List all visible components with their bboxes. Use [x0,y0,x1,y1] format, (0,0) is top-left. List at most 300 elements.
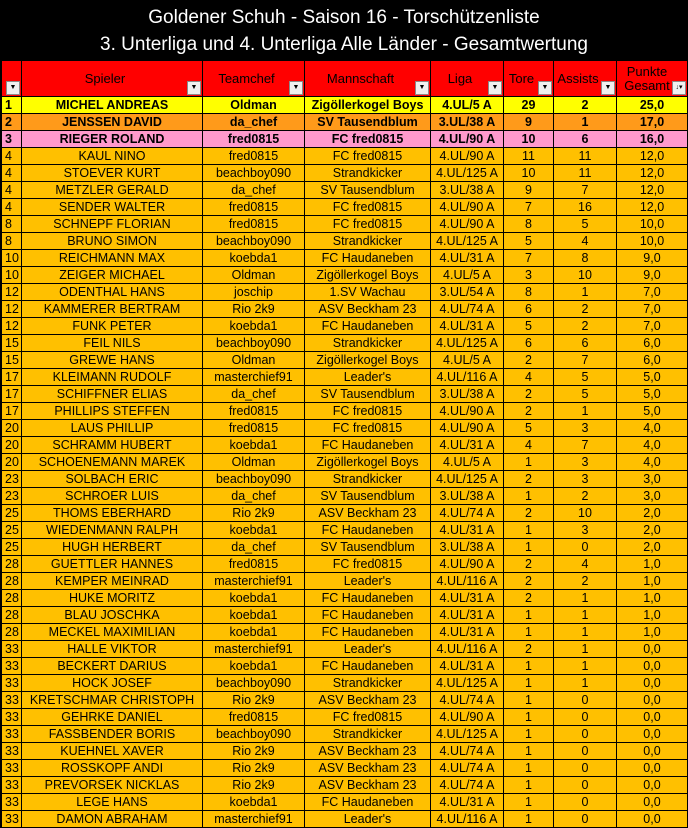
cell-punkte[interactable]: 17,0 [617,114,688,131]
cell-mannschaft[interactable]: Zigöllerkogel Boys [305,454,431,471]
cell-liga[interactable]: 4.UL/31 A [431,624,504,641]
cell-assists[interactable]: 1 [554,641,617,658]
cell-punkte[interactable]: 0,0 [617,760,688,777]
cell-teamchef[interactable]: beachboy090 [203,165,305,182]
cell-rank[interactable]: 28 [2,607,22,624]
cell-assists[interactable]: 0 [554,777,617,794]
cell-liga[interactable]: 4.UL/74 A [431,777,504,794]
cell-rank[interactable]: 4 [2,148,22,165]
cell-spieler[interactable]: ODENTHAL HANS [22,284,203,301]
cell-teamchef[interactable]: fred0815 [203,403,305,420]
cell-liga[interactable]: 4.UL/125 A [431,726,504,743]
cell-spieler[interactable]: PHILLIPS STEFFEN [22,403,203,420]
cell-punkte[interactable]: 10,0 [617,233,688,250]
cell-mannschaft[interactable]: FC fred0815 [305,403,431,420]
cell-mannschaft[interactable]: Strandkicker [305,726,431,743]
cell-mannschaft[interactable]: ASV Beckham 23 [305,505,431,522]
cell-liga[interactable]: 4.UL/125 A [431,471,504,488]
cell-spieler[interactable]: LEGE HANS [22,794,203,811]
cell-punkte[interactable]: 5,0 [617,369,688,386]
cell-assists[interactable]: 7 [554,437,617,454]
cell-punkte[interactable]: 2,0 [617,505,688,522]
cell-tore[interactable]: 6 [504,335,554,352]
cell-tore[interactable]: 7 [504,250,554,267]
cell-assists[interactable]: 0 [554,743,617,760]
cell-assists[interactable]: 1 [554,624,617,641]
cell-spieler[interactable]: DAMON ABRAHAM [22,811,203,828]
cell-assists[interactable]: 7 [554,182,617,199]
cell-mannschaft[interactable]: ASV Beckham 23 [305,301,431,318]
cell-assists[interactable]: 11 [554,148,617,165]
cell-assists[interactable]: 8 [554,250,617,267]
cell-punkte[interactable]: 0,0 [617,709,688,726]
cell-mannschaft[interactable]: Leader's [305,573,431,590]
cell-liga[interactable]: 4.UL/125 A [431,233,504,250]
cell-liga[interactable]: 4.UL/90 A [431,420,504,437]
cell-punkte[interactable]: 1,0 [617,556,688,573]
column-header-spieler[interactable]: Spieler ▼ [22,61,203,97]
cell-tore[interactable]: 1 [504,692,554,709]
cell-assists[interactable]: 2 [554,488,617,505]
cell-teamchef[interactable]: koebda1 [203,624,305,641]
cell-teamchef[interactable]: fred0815 [203,556,305,573]
cell-assists[interactable]: 3 [554,454,617,471]
cell-rank[interactable]: 12 [2,301,22,318]
cell-spieler[interactable]: BECKERT DARIUS [22,658,203,675]
cell-rank[interactable]: 33 [2,811,22,828]
cell-spieler[interactable]: SOLBACH ERIC [22,471,203,488]
cell-tore[interactable]: 6 [504,301,554,318]
cell-assists[interactable]: 7 [554,352,617,369]
cell-rank[interactable]: 33 [2,709,22,726]
cell-assists[interactable]: 6 [554,131,617,148]
cell-rank[interactable]: 33 [2,641,22,658]
cell-teamchef[interactable]: masterchief91 [203,573,305,590]
cell-spieler[interactable]: BRUNO SIMON [22,233,203,250]
cell-liga[interactable]: 4.UL/90 A [431,556,504,573]
cell-tore[interactable]: 1 [504,607,554,624]
cell-mannschaft[interactable]: Zigöllerkogel Boys [305,352,431,369]
cell-tore[interactable]: 1 [504,811,554,828]
filter-dropdown-icon[interactable]: ▼ [6,81,20,95]
cell-mannschaft[interactable]: FC Haudaneben [305,624,431,641]
cell-tore[interactable]: 8 [504,216,554,233]
cell-rank[interactable]: 12 [2,284,22,301]
cell-tore[interactable]: 2 [504,403,554,420]
cell-punkte[interactable]: 0,0 [617,692,688,709]
cell-mannschaft[interactable]: SV Tausendblum [305,386,431,403]
cell-liga[interactable]: 4.UL/116 A [431,573,504,590]
cell-liga[interactable]: 4.UL/31 A [431,318,504,335]
cell-teamchef[interactable]: fred0815 [203,131,305,148]
cell-liga[interactable]: 3.UL/38 A [431,539,504,556]
cell-assists[interactable]: 2 [554,301,617,318]
cell-tore[interactable]: 8 [504,284,554,301]
cell-mannschaft[interactable]: Strandkicker [305,471,431,488]
cell-punkte[interactable]: 7,0 [617,318,688,335]
cell-mannschaft[interactable]: FC Haudaneben [305,318,431,335]
cell-spieler[interactable]: BLAU JOSCHKA [22,607,203,624]
cell-mannschaft[interactable]: FC Haudaneben [305,590,431,607]
cell-punkte[interactable]: 7,0 [617,301,688,318]
cell-spieler[interactable]: HUKE MORITZ [22,590,203,607]
cell-assists[interactable]: 2 [554,318,617,335]
cell-assists[interactable]: 2 [554,97,617,114]
cell-punkte[interactable]: 12,0 [617,199,688,216]
cell-teamchef[interactable]: beachboy090 [203,675,305,692]
cell-mannschaft[interactable]: Zigöllerkogel Boys [305,97,431,114]
cell-tore[interactable]: 1 [504,777,554,794]
cell-teamchef[interactable]: beachboy090 [203,726,305,743]
cell-mannschaft[interactable]: FC fred0815 [305,216,431,233]
cell-punkte[interactable]: 4,0 [617,437,688,454]
cell-rank[interactable]: 17 [2,386,22,403]
cell-mannschaft[interactable]: Strandkicker [305,675,431,692]
cell-tore[interactable]: 2 [504,386,554,403]
cell-punkte[interactable]: 10,0 [617,216,688,233]
cell-mannschaft[interactable]: FC Haudaneben [305,794,431,811]
cell-rank[interactable]: 17 [2,369,22,386]
cell-liga[interactable]: 4.UL/31 A [431,607,504,624]
cell-punkte[interactable]: 12,0 [617,182,688,199]
cell-liga[interactable]: 4.UL/74 A [431,692,504,709]
cell-rank[interactable]: 28 [2,556,22,573]
cell-tore[interactable]: 11 [504,148,554,165]
cell-liga[interactable]: 4.UL/31 A [431,658,504,675]
cell-mannschaft[interactable]: ASV Beckham 23 [305,777,431,794]
cell-spieler[interactable]: PREVORSEK NICKLAS [22,777,203,794]
cell-spieler[interactable]: HALLE VIKTOR [22,641,203,658]
cell-assists[interactable]: 0 [554,539,617,556]
cell-punkte[interactable]: 0,0 [617,794,688,811]
filter-dropdown-icon[interactable]: ▼ [289,81,303,95]
cell-punkte[interactable]: 6,0 [617,352,688,369]
cell-spieler[interactable]: HUGH HERBERT [22,539,203,556]
cell-tore[interactable]: 1 [504,658,554,675]
cell-mannschaft[interactable]: SV Tausendblum [305,488,431,505]
cell-spieler[interactable]: GUETTLER HANNES [22,556,203,573]
cell-teamchef[interactable]: koebda1 [203,794,305,811]
cell-punkte[interactable]: 3,0 [617,471,688,488]
cell-mannschaft[interactable]: Leader's [305,369,431,386]
cell-teamchef[interactable]: masterchief91 [203,369,305,386]
cell-spieler[interactable]: KRETSCHMAR CHRISTOPH [22,692,203,709]
cell-tore[interactable]: 10 [504,165,554,182]
column-header-liga[interactable]: Liga ▼ [431,61,504,97]
cell-rank[interactable]: 33 [2,675,22,692]
cell-teamchef[interactable]: Oldman [203,97,305,114]
cell-liga[interactable]: 4.UL/31 A [431,590,504,607]
cell-teamchef[interactable]: koebda1 [203,318,305,335]
cell-tore[interactable]: 29 [504,97,554,114]
cell-assists[interactable]: 4 [554,233,617,250]
cell-punkte[interactable]: 1,0 [617,607,688,624]
cell-tore[interactable]: 4 [504,437,554,454]
cell-spieler[interactable]: SCHOENEMANN MAREK [22,454,203,471]
cell-spieler[interactable]: KAUL NINO [22,148,203,165]
cell-spieler[interactable]: STOEVER KURT [22,165,203,182]
cell-rank[interactable]: 8 [2,216,22,233]
filter-dropdown-icon[interactable]: ▼ [187,81,201,95]
cell-rank[interactable]: 28 [2,624,22,641]
cell-punkte[interactable]: 1,0 [617,624,688,641]
cell-tore[interactable]: 4 [504,369,554,386]
filter-dropdown-icon[interactable]: ▼ [488,81,502,95]
cell-liga[interactable]: 4.UL/74 A [431,743,504,760]
cell-rank[interactable]: 25 [2,522,22,539]
cell-punkte[interactable]: 0,0 [617,726,688,743]
cell-assists[interactable]: 11 [554,165,617,182]
cell-assists[interactable]: 2 [554,573,617,590]
cell-liga[interactable]: 4.UL/31 A [431,437,504,454]
cell-assists[interactable]: 6 [554,335,617,352]
cell-tore[interactable]: 2 [504,471,554,488]
cell-teamchef[interactable]: Oldman [203,454,305,471]
cell-assists[interactable]: 5 [554,216,617,233]
cell-liga[interactable]: 4.UL/90 A [431,216,504,233]
cell-spieler[interactable]: METZLER GERALD [22,182,203,199]
cell-tore[interactable]: 2 [504,505,554,522]
cell-rank[interactable]: 4 [2,199,22,216]
cell-punkte[interactable]: 5,0 [617,403,688,420]
cell-spieler[interactable]: KEMPER MEINRAD [22,573,203,590]
cell-assists[interactable]: 5 [554,369,617,386]
cell-punkte[interactable]: 9,0 [617,267,688,284]
cell-tore[interactable]: 10 [504,131,554,148]
cell-rank[interactable]: 10 [2,267,22,284]
cell-tore[interactable]: 1 [504,539,554,556]
cell-rank[interactable]: 17 [2,403,22,420]
filter-dropdown-icon[interactable]: ▼ [415,81,429,95]
cell-rank[interactable]: 20 [2,420,22,437]
cell-rank[interactable]: 15 [2,352,22,369]
cell-assists[interactable]: 1 [554,590,617,607]
cell-spieler[interactable]: KAMMERER BERTRAM [22,301,203,318]
cell-rank[interactable]: 25 [2,505,22,522]
cell-mannschaft[interactable]: SV Tausendblum [305,114,431,131]
cell-liga[interactable]: 4.UL/125 A [431,335,504,352]
cell-tore[interactable]: 2 [504,573,554,590]
cell-mannschaft[interactable]: Leader's [305,641,431,658]
cell-assists[interactable]: 3 [554,420,617,437]
cell-mannschaft[interactable]: FC fred0815 [305,199,431,216]
cell-liga[interactable]: 3.UL/38 A [431,488,504,505]
cell-mannschaft[interactable]: FC Haudaneben [305,607,431,624]
cell-mannschaft[interactable]: FC fred0815 [305,709,431,726]
cell-liga[interactable]: 3.UL/38 A [431,114,504,131]
cell-liga[interactable]: 3.UL/54 A [431,284,504,301]
cell-liga[interactable]: 4.UL/5 A [431,97,504,114]
cell-tore[interactable]: 1 [504,522,554,539]
cell-mannschaft[interactable]: FC fred0815 [305,131,431,148]
cell-assists[interactable]: 3 [554,471,617,488]
cell-spieler[interactable]: THOMS EBERHARD [22,505,203,522]
cell-teamchef[interactable]: joschip [203,284,305,301]
cell-rank[interactable]: 33 [2,794,22,811]
cell-spieler[interactable]: GREWE HANS [22,352,203,369]
cell-tore[interactable]: 1 [504,488,554,505]
cell-teamchef[interactable]: masterchief91 [203,641,305,658]
cell-punkte[interactable]: 4,0 [617,420,688,437]
cell-assists[interactable]: 0 [554,709,617,726]
cell-teamchef[interactable]: fred0815 [203,216,305,233]
cell-liga[interactable]: 4.UL/125 A [431,165,504,182]
cell-teamchef[interactable]: beachboy090 [203,471,305,488]
cell-liga[interactable]: 4.UL/116 A [431,641,504,658]
cell-tore[interactable]: 2 [504,641,554,658]
cell-tore[interactable]: 2 [504,556,554,573]
cell-spieler[interactable]: SCHRAMM HUBERT [22,437,203,454]
cell-mannschaft[interactable]: Zigöllerkogel Boys [305,267,431,284]
cell-punkte[interactable]: 0,0 [617,641,688,658]
cell-spieler[interactable]: SCHNEPF FLORIAN [22,216,203,233]
column-header-rank[interactable] [2,61,22,97]
cell-mannschaft[interactable]: Strandkicker [305,335,431,352]
cell-teamchef[interactable]: koebda1 [203,590,305,607]
cell-punkte[interactable]: 9,0 [617,250,688,267]
cell-assists[interactable]: 1 [554,658,617,675]
cell-spieler[interactable]: JENSSEN DAVID [22,114,203,131]
cell-punkte[interactable]: 2,0 [617,539,688,556]
cell-liga[interactable]: 3.UL/38 A [431,182,504,199]
cell-assists[interactable]: 5 [554,386,617,403]
cell-assists[interactable]: 10 [554,505,617,522]
cell-rank[interactable]: 23 [2,488,22,505]
cell-punkte[interactable]: 6,0 [617,335,688,352]
cell-punkte[interactable]: 0,0 [617,743,688,760]
cell-spieler[interactable]: LAUS PHILLIP [22,420,203,437]
cell-punkte[interactable]: 1,0 [617,590,688,607]
cell-liga[interactable]: 3.UL/38 A [431,386,504,403]
cell-liga[interactable]: 4.UL/116 A [431,811,504,828]
cell-assists[interactable]: 1 [554,607,617,624]
cell-spieler[interactable]: ROSSKOPF ANDI [22,760,203,777]
cell-teamchef[interactable]: koebda1 [203,658,305,675]
cell-teamchef[interactable]: koebda1 [203,250,305,267]
cell-mannschaft[interactable]: Strandkicker [305,233,431,250]
cell-rank[interactable]: 20 [2,454,22,471]
cell-spieler[interactable]: SCHIFFNER ELIAS [22,386,203,403]
cell-assists[interactable]: 4 [554,556,617,573]
cell-punkte[interactable]: 0,0 [617,658,688,675]
cell-assists[interactable]: 16 [554,199,617,216]
cell-spieler[interactable]: MICHEL ANDREAS [22,97,203,114]
cell-assists[interactable]: 0 [554,811,617,828]
column-header-tore[interactable]: Tore ▼ [504,61,554,97]
cell-mannschaft[interactable]: FC fred0815 [305,556,431,573]
cell-mannschaft[interactable]: ASV Beckham 23 [305,743,431,760]
cell-teamchef[interactable]: Rio 2k9 [203,760,305,777]
cell-teamchef[interactable]: fred0815 [203,148,305,165]
cell-assists[interactable]: 1 [554,675,617,692]
cell-rank[interactable]: 28 [2,573,22,590]
cell-liga[interactable]: 4.UL/74 A [431,760,504,777]
cell-assists[interactable]: 10 [554,267,617,284]
cell-spieler[interactable]: REICHMANN MAX [22,250,203,267]
cell-punkte[interactable]: 1,0 [617,573,688,590]
cell-tore[interactable]: 9 [504,182,554,199]
column-header-teamchef[interactable]: Teamchef ▼ [203,61,305,97]
cell-mannschaft[interactable]: SV Tausendblum [305,539,431,556]
filter-dropdown-icon[interactable]: ▼ [538,81,552,95]
cell-tore[interactable]: 2 [504,352,554,369]
cell-rank[interactable]: 20 [2,437,22,454]
cell-spieler[interactable]: FASSBENDER BORIS [22,726,203,743]
cell-tore[interactable]: 5 [504,318,554,335]
cell-rank[interactable]: 12 [2,318,22,335]
cell-liga[interactable]: 4.UL/31 A [431,250,504,267]
cell-punkte[interactable]: 4,0 [617,454,688,471]
cell-tore[interactable]: 5 [504,233,554,250]
cell-assists[interactable]: 1 [554,403,617,420]
cell-assists[interactable]: 1 [554,114,617,131]
cell-teamchef[interactable]: fred0815 [203,199,305,216]
cell-mannschaft[interactable]: ASV Beckham 23 [305,692,431,709]
cell-punkte[interactable]: 0,0 [617,675,688,692]
cell-teamchef[interactable]: Oldman [203,267,305,284]
cell-liga[interactable]: 4.UL/5 A [431,267,504,284]
cell-mannschaft[interactable]: Strandkicker [305,165,431,182]
cell-liga[interactable]: 4.UL/5 A [431,454,504,471]
cell-spieler[interactable]: KUEHNEL XAVER [22,743,203,760]
cell-spieler[interactable]: RIEGER ROLAND [22,131,203,148]
cell-rank[interactable]: 33 [2,658,22,675]
cell-mannschaft[interactable]: FC Haudaneben [305,437,431,454]
cell-mannschaft[interactable]: FC Haudaneben [305,250,431,267]
cell-tore[interactable]: 1 [504,624,554,641]
cell-spieler[interactable]: KLEIMANN RUDOLF [22,369,203,386]
cell-teamchef[interactable]: fred0815 [203,709,305,726]
cell-liga[interactable]: 4.UL/116 A [431,369,504,386]
column-header-assists[interactable]: Assists ▼ [554,61,617,97]
cell-assists[interactable]: 0 [554,692,617,709]
cell-rank[interactable]: 25 [2,539,22,556]
cell-mannschaft[interactable]: SV Tausendblum [305,182,431,199]
cell-liga[interactable]: 4.UL/90 A [431,403,504,420]
cell-teamchef[interactable]: Rio 2k9 [203,505,305,522]
column-header-mannschaft[interactable]: Mannschaft ▼ [305,61,431,97]
cell-spieler[interactable]: ZEIGER MICHAEL [22,267,203,284]
cell-tore[interactable]: 7 [504,199,554,216]
cell-punkte[interactable]: 3,0 [617,488,688,505]
cell-rank[interactable]: 4 [2,165,22,182]
cell-mannschaft[interactable]: 1.SV Wachau [305,284,431,301]
cell-spieler[interactable]: FUNK PETER [22,318,203,335]
cell-teamchef[interactable]: beachboy090 [203,335,305,352]
cell-liga[interactable]: 4.UL/5 A [431,352,504,369]
cell-rank[interactable]: 2 [2,114,22,131]
column-header-punkte[interactable]: Punkte Gesamt ↓▾ [617,61,688,97]
cell-teamchef[interactable]: Rio 2k9 [203,692,305,709]
cell-teamchef[interactable]: da_chef [203,182,305,199]
cell-rank[interactable]: 3 [2,131,22,148]
cell-liga[interactable]: 4.UL/125 A [431,675,504,692]
cell-liga[interactable]: 4.UL/31 A [431,794,504,811]
cell-teamchef[interactable]: koebda1 [203,437,305,454]
cell-assists[interactable]: 0 [554,794,617,811]
cell-mannschaft[interactable]: FC fred0815 [305,420,431,437]
cell-punkte[interactable]: 7,0 [617,284,688,301]
cell-assists[interactable]: 0 [554,726,617,743]
cell-tore[interactable]: 1 [504,709,554,726]
cell-assists[interactable]: 3 [554,522,617,539]
cell-rank[interactable]: 33 [2,726,22,743]
cell-mannschaft[interactable]: Leader's [305,811,431,828]
cell-rank[interactable]: 8 [2,233,22,250]
cell-teamchef[interactable]: da_chef [203,114,305,131]
cell-tore[interactable]: 2 [504,590,554,607]
cell-teamchef[interactable]: Oldman [203,352,305,369]
